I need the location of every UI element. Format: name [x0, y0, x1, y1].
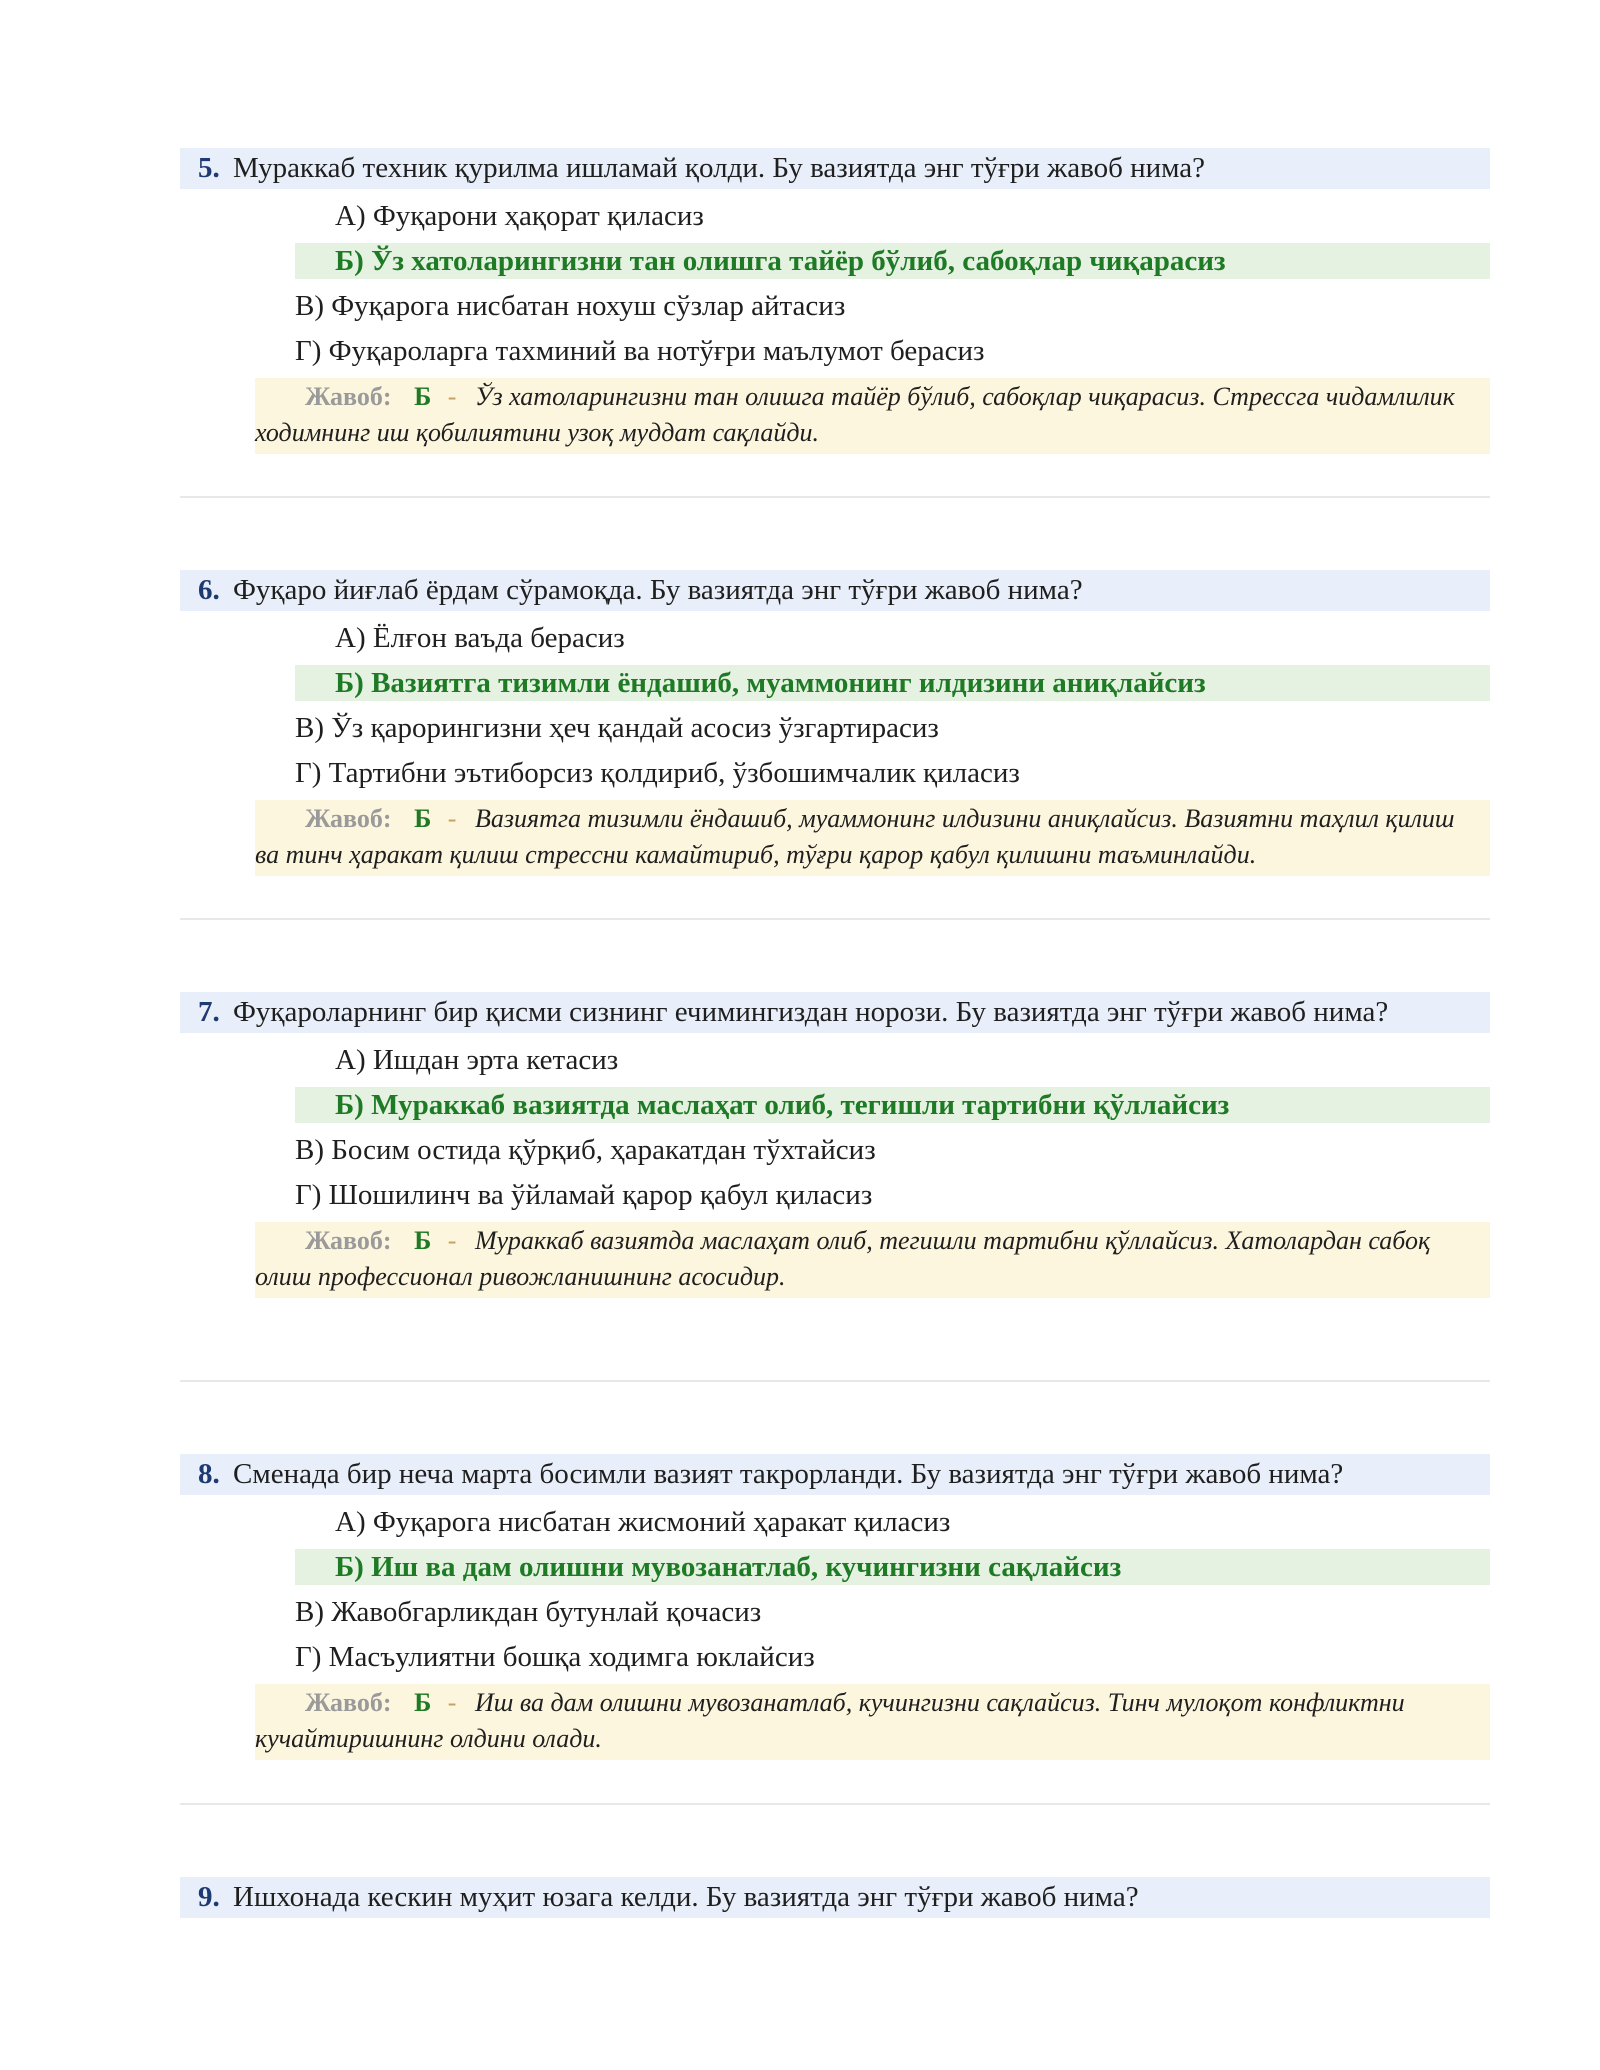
question-block: [180, 1454, 1490, 1760]
question-heading: [180, 992, 1490, 1033]
divider: [180, 918, 1490, 920]
option-g: Г) Фуқароларга тахминий ва нотўғри маълумот берасиз: [295, 335, 985, 367]
answer-explanation: [255, 378, 1490, 454]
answer-explanation: [255, 1222, 1490, 1298]
answer-label: Жавоб:: [305, 804, 392, 833]
option-v: В) Жавобгарликдан бутунлай қочасиз: [295, 1596, 762, 1628]
answer-key: Б: [414, 1226, 432, 1255]
option-a: А) Фуқарога нисбатан жисмоний ҳаракат қиласиз: [335, 1506, 951, 1538]
question-number: 8.: [198, 1458, 220, 1490]
answer-text: Иш ва дам олишни мувозанатлаб, кучингизни сақлайсиз. Тинч мулоқот конфликтни кучайтиришнинг олдини олади.: [255, 1688, 1405, 1753]
answer-key: Б: [414, 1688, 432, 1717]
question-text: Мураккаб техник қурилма ишламай қолди. Бу вазиятда энг тўғри жавоб нима?: [233, 152, 1206, 184]
question-text: Ишхонада кескин муҳит юзага келди. Бу вазиятда энг тўғри жавоб нима?: [233, 1881, 1139, 1913]
answer-dash: -: [447, 382, 457, 411]
option-v: В) Ўз қарорингизни ҳеч қандай асосиз ўзгартирасиз: [295, 712, 939, 744]
answer-dash: -: [447, 1688, 457, 1717]
answer-key: Б: [414, 382, 432, 411]
answer-label: Жавоб:: [305, 382, 392, 411]
question-text: Фуқароларнинг бир қисми сизнинг ечимингиздан норози. Бу вазиятда энг тўғри жавоб нима?: [233, 996, 1389, 1028]
answer-key: Б: [414, 804, 432, 833]
question-number: 9.: [198, 1881, 220, 1913]
option-a: А) Ёлғон ваъда берасиз: [335, 622, 625, 654]
option-v: В) Фуқарога нисбатан нохуш сўзлар айтасиз: [295, 290, 846, 322]
option-g: Г) Масъулиятни бошқа ходимга юклайсиз: [295, 1641, 815, 1673]
question-block: [180, 1877, 1490, 1918]
option-a: А) Фуқарони ҳақорат қиласиз: [335, 200, 704, 232]
answer-label: Жавоб:: [305, 1226, 392, 1255]
question-text: Фуқаро йиғлаб ёрдам сўрамоқда. Бу вазиятда энг тўғри жавоб нима?: [233, 574, 1083, 606]
answer-dash: -: [447, 804, 457, 833]
divider: [180, 1803, 1490, 1805]
option-g: Г) Шошилинч ва ўйламай қарор қабул қиласиз: [295, 1179, 873, 1211]
question-heading: [180, 1454, 1490, 1495]
divider: [180, 1380, 1490, 1382]
answer-dash: -: [447, 1226, 457, 1255]
option-v: В) Босим остида қўрқиб, ҳаракатдан тўхтайсиз: [295, 1134, 876, 1166]
answer-text: Ўз хатоларингизни тан олишга тайёр бўлиб, сабоқлар чиқарасиз. Стрессга чидамлилик ходимнинг иш қобилиятини узоқ муддат сақлайди.: [255, 382, 1455, 447]
answer-explanation: [255, 800, 1490, 876]
option-b-correct: Б) Ўз хатоларингизни тан олишга тайёр бўлиб, сабоқлар чиқарасиз: [295, 243, 1490, 279]
answer-explanation: [255, 1684, 1490, 1760]
question-heading: [180, 148, 1490, 189]
answer-text: Мураккаб вазиятда маслаҳат олиб, тегишли тартибни қўллайсиз. Хатолардан сабоқ олиш профессионал ривожланишнинг асосидир.: [255, 1226, 1431, 1291]
question-block: [180, 570, 1490, 876]
divider: [180, 496, 1490, 498]
question-number: 5.: [198, 152, 220, 184]
question-heading: [180, 1877, 1490, 1918]
question-heading: [180, 570, 1490, 611]
option-b-correct: Б) Иш ва дам олишни мувозанатлаб, кучингизни сақлайсиз: [295, 1549, 1490, 1585]
option-b-correct: Б) Мураккаб вазиятда маслаҳат олиб, тегишли тартибни қўллайсиз: [295, 1087, 1490, 1123]
answer-label: Жавоб:: [305, 1688, 392, 1717]
question-block: [180, 992, 1490, 1298]
question-text: Сменада бир неча марта босимли вазият такрорланди. Бу вазиятда энг тўғри жавоб нима?: [233, 1458, 1344, 1490]
question-number: 6.: [198, 574, 220, 606]
option-a: А) Ишдан эрта кетасиз: [335, 1044, 619, 1076]
option-b-correct: Б) Вазиятга тизимли ёндашиб, муаммонинг илдизини аниқлайсиз: [295, 665, 1490, 701]
question-block: [180, 148, 1490, 454]
option-g: Г) Тартибни эътиборсиз қолдириб, ўзбошимчалик қиласиз: [295, 757, 1020, 789]
question-number: 7.: [198, 996, 220, 1028]
answer-text: Вазиятга тизимли ёндашиб, муаммонинг илдизини аниқлайсиз. Вазиятни таҳлил қилиш ва тинч ҳаракат қилиш стрессни камайтириб, тўғри қарор қабул қилишни таъминлайди.: [255, 804, 1455, 869]
